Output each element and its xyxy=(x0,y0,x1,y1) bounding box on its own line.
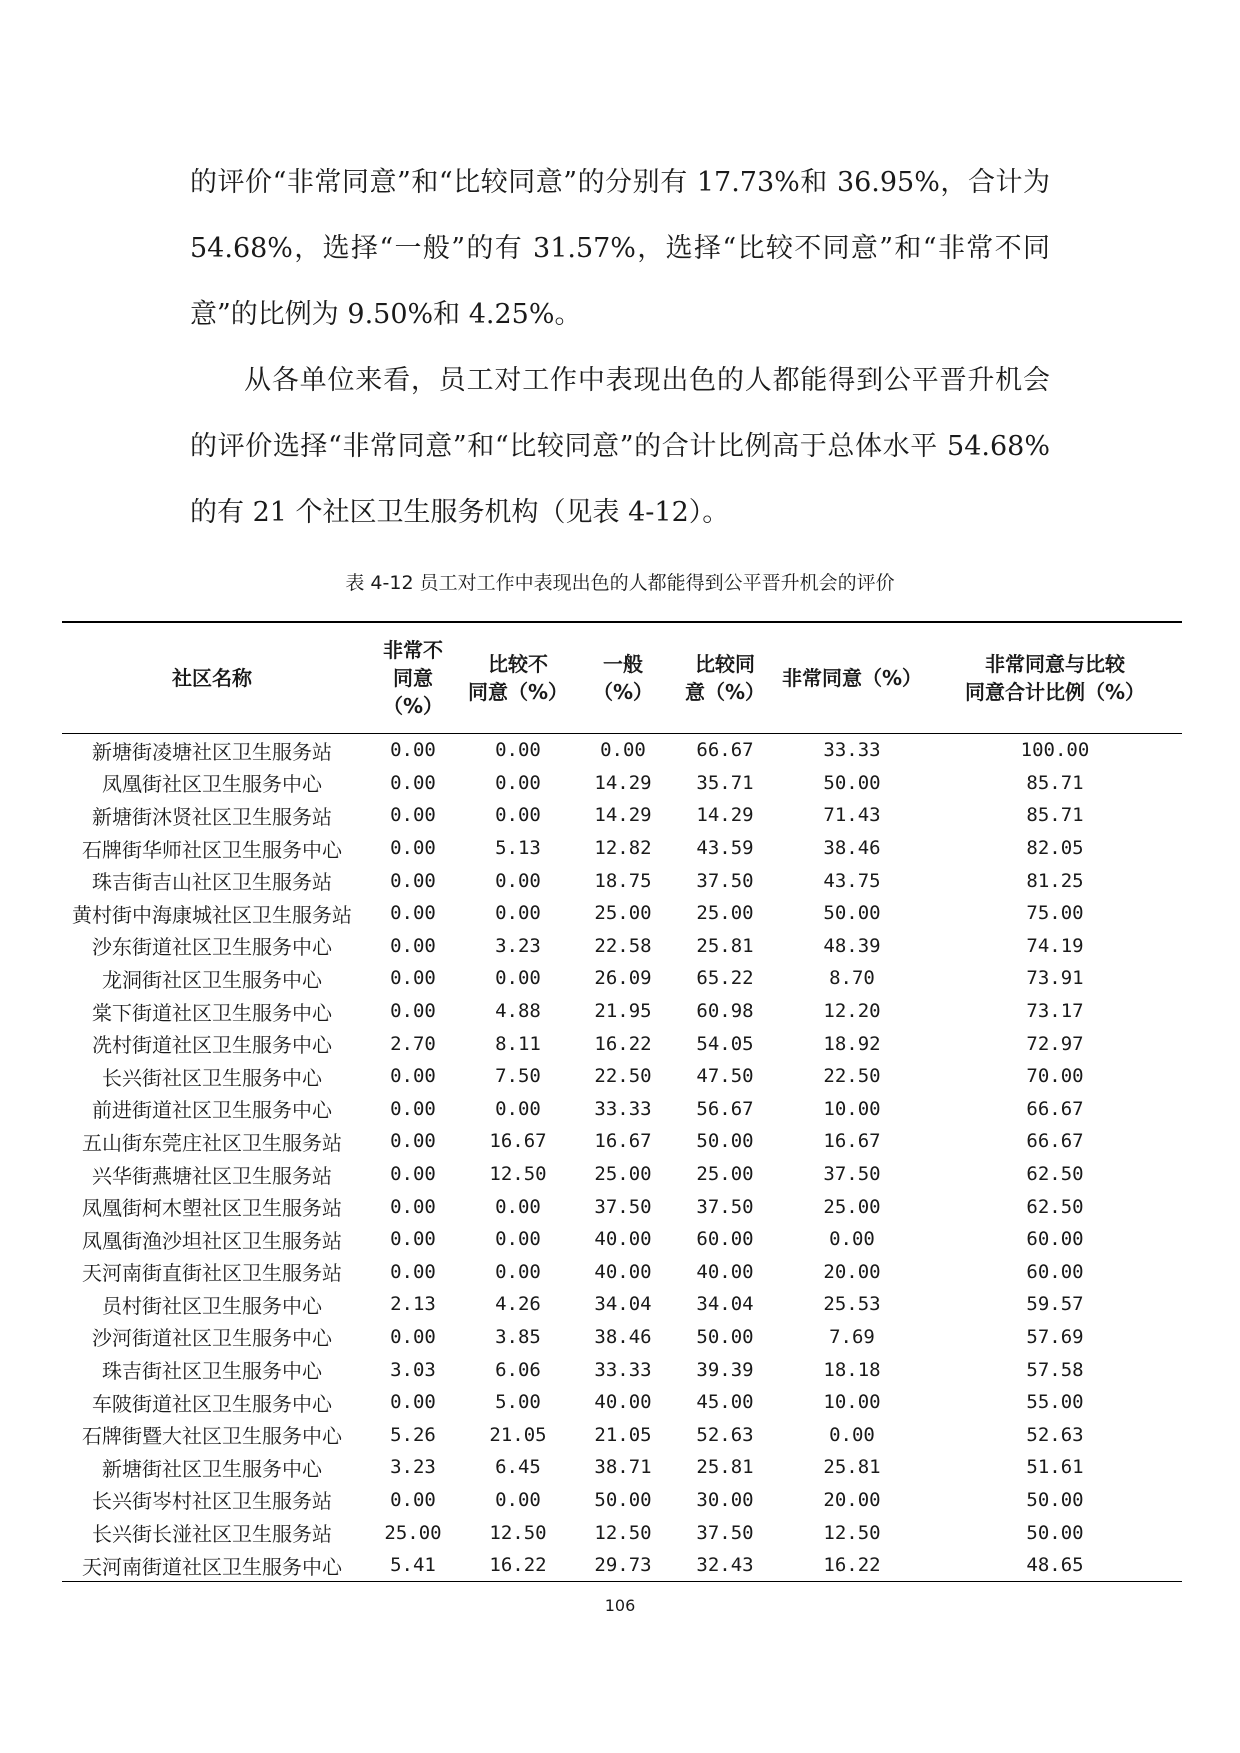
percentage-cell: 43.75 xyxy=(823,869,881,892)
table-row xyxy=(62,930,1182,963)
percentage-cell: 66.67 xyxy=(1026,1130,1084,1153)
table-row xyxy=(62,1060,1182,1093)
community-name-cell: 天河南街直街社区卫生服务站 xyxy=(82,1261,342,1286)
percentage-cell: 50.00 xyxy=(696,1130,754,1153)
table-row xyxy=(62,1516,1182,1549)
percentage-cell: 60.00 xyxy=(696,1228,754,1251)
percentage-cell: 16.22 xyxy=(823,1554,881,1577)
community-name-cell: 凤凰街社区卫生服务中心 xyxy=(102,772,322,797)
percentage-cell: 26.09 xyxy=(594,967,652,990)
percentage-cell: 38.71 xyxy=(594,1456,652,1479)
percentage-cell: 0.00 xyxy=(390,1097,436,1120)
community-name-cell: 长兴街社区卫生服务中心 xyxy=(102,1065,322,1090)
percentage-cell: 12.50 xyxy=(489,1521,547,1544)
percentage-cell: 25.81 xyxy=(696,934,754,957)
percentage-cell: 14.29 xyxy=(594,804,652,827)
percentage-cell: 0.00 xyxy=(390,934,436,957)
community-name-cell: 冼村街道社区卫生服务中心 xyxy=(92,1033,332,1058)
percentage-cell: 82.05 xyxy=(1026,837,1084,860)
percentage-cell: 100.00 xyxy=(1020,739,1090,762)
table-row xyxy=(62,1125,1182,1158)
table-row xyxy=(62,1549,1182,1582)
percentage-cell: 40.00 xyxy=(594,1260,652,1283)
column-header-line: （%） xyxy=(382,694,444,718)
community-name-cell: 前进街道社区卫生服务中心 xyxy=(92,1098,332,1123)
percentage-cell: 16.67 xyxy=(489,1130,547,1153)
percentage-cell: 0.00 xyxy=(495,1097,541,1120)
percentage-cell: 50.00 xyxy=(823,771,881,794)
percentage-cell: 75.00 xyxy=(1026,902,1084,925)
community-name-cell: 珠吉街吉山社区卫生服务站 xyxy=(92,870,332,895)
table-row xyxy=(62,1027,1182,1060)
column-header-line: 意（%） xyxy=(684,680,766,704)
percentage-cell: 85.71 xyxy=(1026,804,1084,827)
percentage-cell: 50.00 xyxy=(823,902,881,925)
percentage-cell: 16.67 xyxy=(594,1130,652,1153)
percentage-cell: 0.00 xyxy=(390,1391,436,1414)
percentage-cell: 12.50 xyxy=(489,1163,547,1186)
table-row xyxy=(62,864,1182,897)
column-header-line: 社区名称 xyxy=(172,666,252,690)
percentage-cell: 60.98 xyxy=(696,1000,754,1023)
percentage-cell: 60.00 xyxy=(1026,1260,1084,1283)
percentage-cell: 52.63 xyxy=(696,1423,754,1446)
table-row xyxy=(62,1190,1182,1223)
percentage-cell: 25.00 xyxy=(696,1163,754,1186)
percentage-cell: 39.39 xyxy=(696,1358,754,1381)
percentage-cell: 37.50 xyxy=(696,869,754,892)
table-row xyxy=(62,799,1182,832)
page-number: 106 xyxy=(604,1596,636,1615)
percentage-cell: 22.58 xyxy=(594,934,652,957)
percentage-cell: 25.00 xyxy=(594,902,652,925)
column-header xyxy=(464,622,572,734)
percentage-cell: 0.00 xyxy=(390,837,436,860)
percentage-cell: 33.33 xyxy=(594,1358,652,1381)
percentage-cell: 66.67 xyxy=(696,739,754,762)
percentage-cell: 0.00 xyxy=(390,1228,436,1251)
percentage-cell: 73.17 xyxy=(1026,1000,1084,1023)
table-row xyxy=(62,1386,1182,1419)
percentage-cell: 0.00 xyxy=(495,1195,541,1218)
percentage-cell: 71.43 xyxy=(823,804,881,827)
table-header-row xyxy=(62,622,1182,734)
percentage-cell: 14.29 xyxy=(594,771,652,794)
percentage-cell: 5.26 xyxy=(390,1423,436,1446)
percentage-cell: 37.50 xyxy=(594,1195,652,1218)
percentage-cell: 35.71 xyxy=(696,771,754,794)
percentage-cell: 73.91 xyxy=(1026,967,1084,990)
percentage-cell: 34.04 xyxy=(594,1293,652,1316)
percentage-cell: 16.22 xyxy=(594,1032,652,1055)
percentage-cell: 0.00 xyxy=(390,1000,436,1023)
percentage-cell: 55.00 xyxy=(1026,1391,1084,1414)
community-name-cell: 长兴街长湴社区卫生服务站 xyxy=(92,1522,332,1547)
percentage-cell: 52.63 xyxy=(1026,1423,1084,1446)
percentage-cell: 21.05 xyxy=(489,1423,547,1446)
percentage-cell: 40.00 xyxy=(594,1228,652,1251)
percentage-cell: 70.00 xyxy=(1026,1065,1084,1088)
percentage-cell: 10.00 xyxy=(823,1097,881,1120)
table-row xyxy=(62,1256,1182,1289)
percentage-cell: 8.70 xyxy=(829,967,875,990)
percentage-cell: 0.00 xyxy=(495,902,541,925)
percentage-cell: 85.71 xyxy=(1026,771,1084,794)
column-header xyxy=(928,622,1182,734)
table-body xyxy=(62,734,1182,1582)
percentage-cell: 3.23 xyxy=(495,934,541,957)
percentage-cell: 57.58 xyxy=(1026,1358,1084,1381)
percentage-cell: 25.00 xyxy=(384,1521,442,1544)
percentage-cell: 40.00 xyxy=(594,1391,652,1414)
percentage-cell: 0.00 xyxy=(390,1130,436,1153)
percentage-cell: 18.18 xyxy=(823,1358,881,1381)
percentage-cell: 0.00 xyxy=(495,1260,541,1283)
percentage-cell: 2.13 xyxy=(390,1293,436,1316)
percentage-cell: 25.00 xyxy=(696,902,754,925)
community-name-cell: 沙东街道社区卫生服务中心 xyxy=(92,935,332,960)
percentage-cell: 21.05 xyxy=(594,1423,652,1446)
percentage-cell: 62.50 xyxy=(1026,1163,1084,1186)
percentage-cell: 0.00 xyxy=(495,804,541,827)
percentage-cell: 0.00 xyxy=(390,1488,436,1511)
percentage-cell: 25.81 xyxy=(696,1456,754,1479)
percentage-cell: 33.33 xyxy=(823,739,881,762)
percentage-cell: 34.04 xyxy=(696,1293,754,1316)
column-header-line: 非常同意与比较 xyxy=(985,652,1125,676)
table-row xyxy=(62,1451,1182,1484)
percentage-cell: 57.69 xyxy=(1026,1325,1084,1348)
percentage-cell: 0.00 xyxy=(495,1228,541,1251)
community-name-cell: 天河南街道社区卫生服务中心 xyxy=(82,1554,342,1579)
table-row xyxy=(62,1158,1182,1191)
percentage-cell: 5.00 xyxy=(495,1391,541,1414)
percentage-cell: 20.00 xyxy=(823,1488,881,1511)
community-name-cell: 兴华街燕塘社区卫生服务站 xyxy=(92,1163,332,1188)
percentage-cell: 4.26 xyxy=(495,1293,541,1316)
percentage-cell: 0.00 xyxy=(829,1423,875,1446)
percentage-cell: 0.00 xyxy=(495,739,541,762)
percentage-cell: 8.11 xyxy=(495,1032,541,1055)
community-name-cell: 石牌街华师社区卫生服务中心 xyxy=(82,837,342,862)
percentage-cell: 38.46 xyxy=(594,1325,652,1348)
table-row xyxy=(62,962,1182,995)
community-name-cell: 黄村街中海康城社区卫生服务站 xyxy=(72,902,352,927)
percentage-cell: 6.06 xyxy=(495,1358,541,1381)
percentage-cell: 30.00 xyxy=(696,1488,754,1511)
percentage-cell: 62.50 xyxy=(1026,1195,1084,1218)
percentage-cell: 50.00 xyxy=(1026,1488,1084,1511)
table-row xyxy=(62,897,1182,930)
percentage-cell: 0.00 xyxy=(390,1325,436,1348)
percentage-cell: 65.22 xyxy=(696,967,754,990)
percentage-cell: 25.00 xyxy=(823,1195,881,1218)
column-header-line: 非常不 xyxy=(383,638,443,662)
body-paragraph-2: 从各单位来看，员工对工作中表现出色的人都能得到公平晋升机会的评价选择“非常同意”和“比较同意”的合计比例高于总体水平 54.68%的有 21 个社区卫生服务机构（见表 4-12）。 xyxy=(190,365,1050,528)
table-row xyxy=(62,1093,1182,1126)
percentage-cell: 3.23 xyxy=(390,1456,436,1479)
percentage-cell: 33.33 xyxy=(594,1097,652,1120)
community-name-cell: 龙洞街社区卫生服务中心 xyxy=(102,967,322,992)
percentage-cell: 0.00 xyxy=(390,1065,436,1088)
percentage-cell: 0.00 xyxy=(390,1195,436,1218)
percentage-cell: 21.95 xyxy=(594,1000,652,1023)
percentage-cell: 5.13 xyxy=(495,837,541,860)
table-row xyxy=(62,1418,1182,1451)
body-paragraph-1: 的评价“非常同意”和“比较同意”的分别有 17.73%和 36.95%，合计为 54.68%，选择“一般”的有 31.57%，选择“比较不同意”和“非常不同意”的比例为 9.50%和 4.25%。 xyxy=(190,167,1050,330)
column-header-line: 同意 xyxy=(393,666,433,690)
percentage-cell: 22.50 xyxy=(594,1065,652,1088)
percentage-cell: 5.41 xyxy=(390,1554,436,1577)
percentage-cell: 0.00 xyxy=(390,771,436,794)
percentage-cell: 38.46 xyxy=(823,837,881,860)
percentage-cell: 51.61 xyxy=(1026,1456,1084,1479)
percentage-cell: 25.00 xyxy=(594,1163,652,1186)
column-header-line: （%） xyxy=(592,680,654,704)
percentage-cell: 0.00 xyxy=(390,739,436,762)
column-header xyxy=(62,622,362,734)
percentage-cell: 25.81 xyxy=(823,1456,881,1479)
percentage-cell: 54.05 xyxy=(696,1032,754,1055)
percentage-cell: 37.50 xyxy=(696,1521,754,1544)
community-name-cell: 新塘街社区卫生服务中心 xyxy=(102,1456,322,1481)
percentage-cell: 6.45 xyxy=(495,1456,541,1479)
column-header xyxy=(674,622,776,734)
percentage-cell: 81.25 xyxy=(1026,869,1084,892)
percentage-cell: 50.00 xyxy=(1026,1521,1084,1544)
percentage-cell: 12.50 xyxy=(594,1521,652,1544)
percentage-cell: 0.00 xyxy=(600,739,646,762)
community-name-cell: 员村街社区卫生服务中心 xyxy=(102,1293,322,1318)
percentage-cell: 7.50 xyxy=(495,1065,541,1088)
table-row xyxy=(62,1288,1182,1321)
community-name-cell: 沙河街道社区卫生服务中心 xyxy=(92,1326,332,1351)
community-name-cell: 珠吉街社区卫生服务中心 xyxy=(102,1359,322,1384)
percentage-cell: 72.97 xyxy=(1026,1032,1084,1055)
percentage-cell: 4.88 xyxy=(495,1000,541,1023)
percentage-cell: 32.43 xyxy=(696,1554,754,1577)
percentage-cell: 12.20 xyxy=(823,1000,881,1023)
percentage-cell: 0.00 xyxy=(390,869,436,892)
percentage-cell: 25.53 xyxy=(823,1293,881,1316)
community-name-cell: 棠下街道社区卫生服务中心 xyxy=(92,1000,332,1025)
percentage-cell: 45.00 xyxy=(696,1391,754,1414)
column-header-line: 同意（%） xyxy=(467,680,569,704)
percentage-cell: 59.57 xyxy=(1026,1293,1084,1316)
table-row xyxy=(62,1353,1182,1386)
community-name-cell: 五山街东莞庄社区卫生服务站 xyxy=(82,1130,342,1155)
percentage-cell: 0.00 xyxy=(495,771,541,794)
table-caption: 表 4-12 员工对工作中表现出色的人都能得到公平晋升机会的评价 xyxy=(345,572,895,594)
community-name-cell: 石牌街暨大社区卫生服务中心 xyxy=(82,1424,342,1449)
percentage-cell: 7.69 xyxy=(829,1325,875,1348)
percentage-cell: 40.00 xyxy=(696,1260,754,1283)
column-header-line: 非常同意（%） xyxy=(781,666,923,690)
percentage-cell: 2.70 xyxy=(390,1032,436,1055)
community-name-cell: 新塘街凌塘社区卫生服务站 xyxy=(92,739,332,764)
percentage-cell: 29.73 xyxy=(594,1554,652,1577)
percentage-cell: 16.67 xyxy=(823,1130,881,1153)
column-header-line: 比较同 xyxy=(695,652,755,676)
percentage-cell: 74.19 xyxy=(1026,934,1084,957)
percentage-cell: 0.00 xyxy=(495,1488,541,1511)
percentage-cell: 60.00 xyxy=(1026,1228,1084,1251)
percentage-cell: 0.00 xyxy=(495,967,541,990)
table-row xyxy=(62,734,1182,767)
percentage-cell: 0.00 xyxy=(390,1260,436,1283)
percentage-cell: 10.00 xyxy=(823,1391,881,1414)
percentage-cell: 0.00 xyxy=(390,967,436,990)
percentage-cell: 12.50 xyxy=(823,1521,881,1544)
percentage-cell: 47.50 xyxy=(696,1065,754,1088)
column-header-line: 比较不 xyxy=(488,652,548,676)
table-row xyxy=(62,995,1182,1028)
table-row xyxy=(62,832,1182,865)
community-name-cell: 凤凰街渔沙坦社区卫生服务站 xyxy=(82,1228,342,1253)
percentage-cell: 37.50 xyxy=(823,1163,881,1186)
percentage-cell: 48.39 xyxy=(823,934,881,957)
table-row xyxy=(62,1223,1182,1256)
percentage-cell: 3.85 xyxy=(495,1325,541,1348)
percentage-cell: 0.00 xyxy=(390,804,436,827)
percentage-cell: 43.59 xyxy=(696,837,754,860)
percentage-cell: 0.00 xyxy=(390,1163,436,1186)
column-header-line: 一般 xyxy=(603,652,643,676)
column-header xyxy=(362,622,464,734)
percentage-cell: 0.00 xyxy=(495,869,541,892)
community-name-cell: 长兴街岑村社区卫生服务站 xyxy=(92,1489,332,1514)
percentage-cell: 37.50 xyxy=(696,1195,754,1218)
column-header xyxy=(776,622,928,734)
community-name-cell: 凤凰街柯木塱社区卫生服务站 xyxy=(82,1196,342,1221)
table-row xyxy=(62,1484,1182,1517)
evaluation-table xyxy=(62,621,1182,1582)
community-name-cell: 新塘街沐贤社区卫生服务站 xyxy=(92,804,332,829)
percentage-cell: 56.67 xyxy=(696,1097,754,1120)
percentage-cell: 18.92 xyxy=(823,1032,881,1055)
percentage-cell: 50.00 xyxy=(594,1488,652,1511)
percentage-cell: 66.67 xyxy=(1026,1097,1084,1120)
percentage-cell: 0.00 xyxy=(829,1228,875,1251)
percentage-cell: 3.03 xyxy=(390,1358,436,1381)
percentage-cell: 48.65 xyxy=(1026,1554,1084,1577)
percentage-cell: 50.00 xyxy=(696,1325,754,1348)
column-header xyxy=(572,622,674,734)
percentage-cell: 18.75 xyxy=(594,869,652,892)
percentage-cell: 16.22 xyxy=(489,1554,547,1577)
community-name-cell: 车陂街道社区卫生服务中心 xyxy=(92,1391,332,1416)
percentage-cell: 22.50 xyxy=(823,1065,881,1088)
table-row xyxy=(62,767,1182,800)
column-header-line: 同意合计比例（%） xyxy=(964,680,1146,704)
percentage-cell: 12.82 xyxy=(594,837,652,860)
table-row xyxy=(62,1321,1182,1354)
percentage-cell: 0.00 xyxy=(390,902,436,925)
percentage-cell: 20.00 xyxy=(823,1260,881,1283)
percentage-cell: 14.29 xyxy=(696,804,754,827)
